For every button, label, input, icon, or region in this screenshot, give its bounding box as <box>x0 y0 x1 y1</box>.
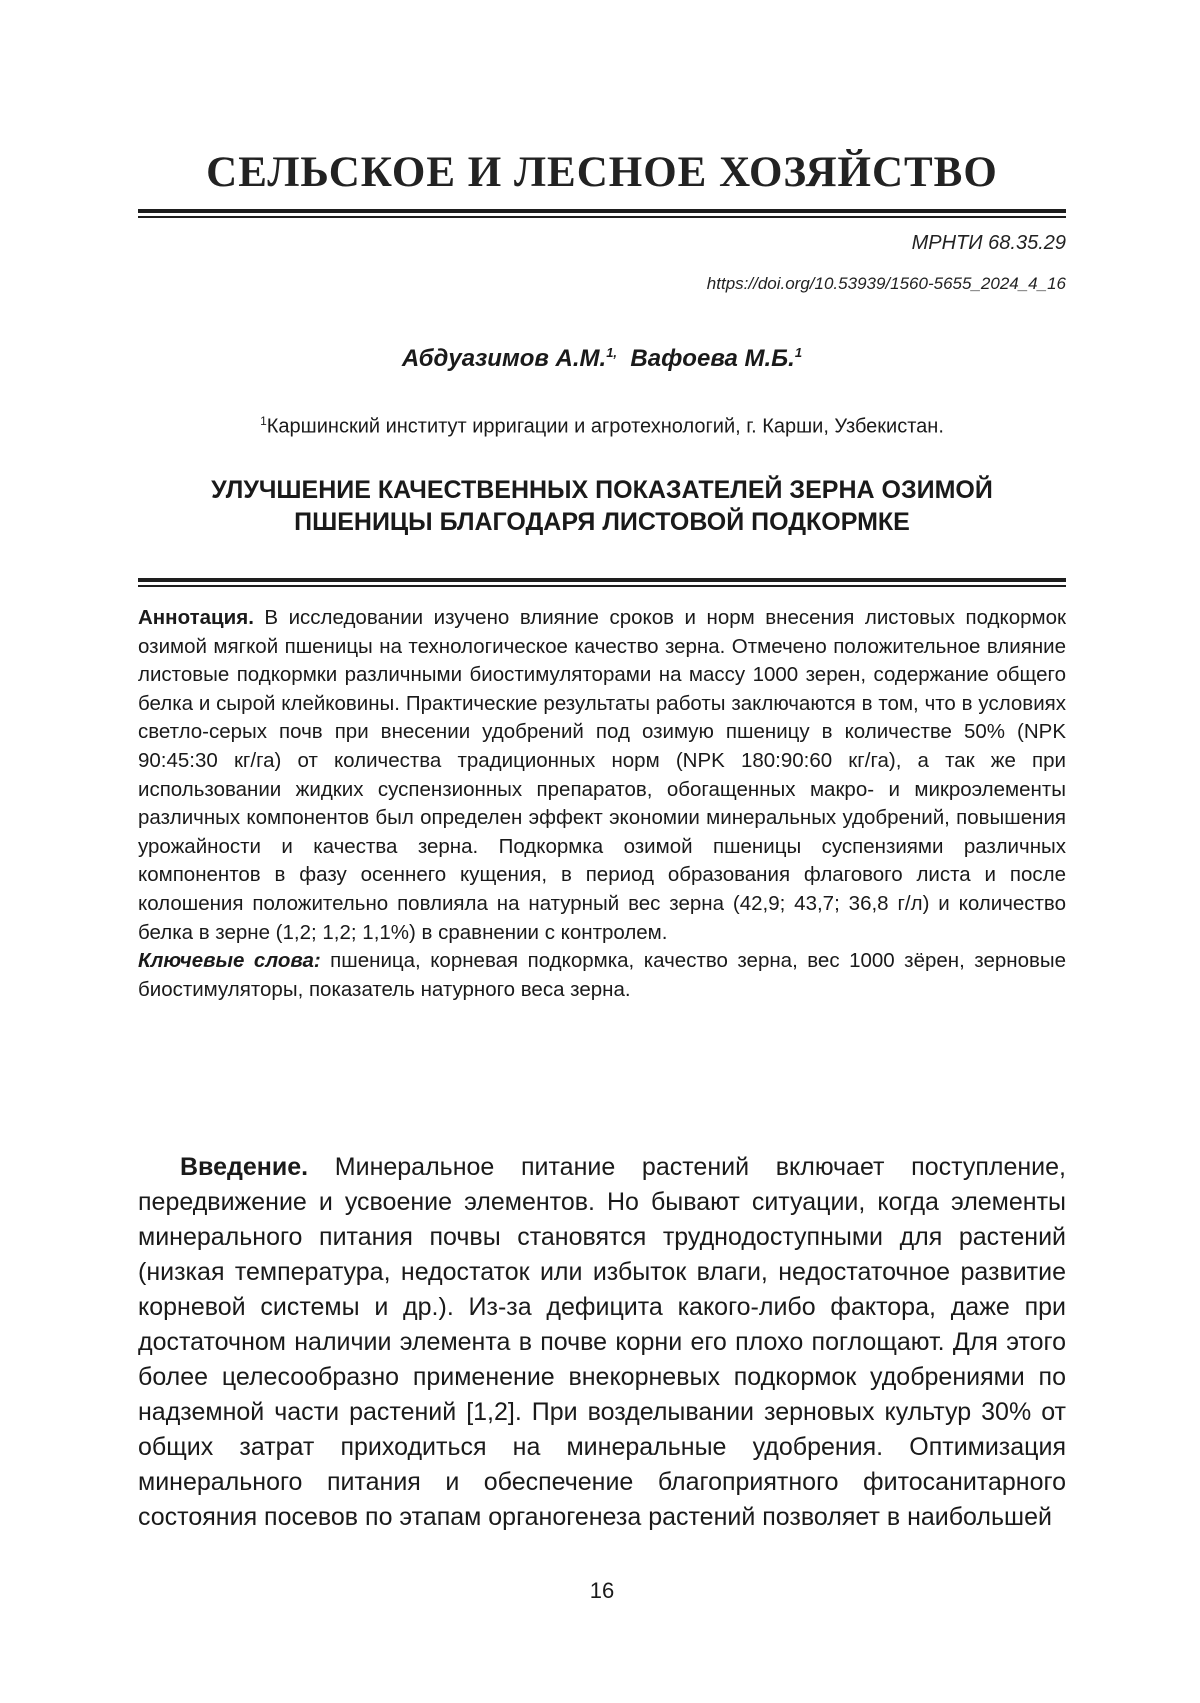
affiliation-text: Каршинский институт ирригации и агротехнологий, г. Карши, Узбекистан. <box>266 415 944 438</box>
mrnti-code: МРНТИ 68.35.29 <box>911 232 1066 254</box>
article-title-line: УЛУЧШЕНИЕ КАЧЕСТВЕННЫХ ПОКАЗАТЕЛЕЙ ЗЕРНА ОЗИМОЙ <box>211 476 993 504</box>
journal-section-title: СЕЛЬСКОЕ И ЛЕСНОЕ ХОЗЯЙСТВО <box>206 149 998 196</box>
paper-page <box>138 0 1066 1703</box>
page-number: 16 <box>589 1578 615 1603</box>
introduction-section <box>138 1150 1066 1535</box>
abstract-paragraph <box>138 604 1066 947</box>
header-rule-thin <box>138 216 1066 218</box>
title-rule-thick <box>138 578 1066 582</box>
title-rule <box>138 578 1066 588</box>
introduction-text: Минеральное питание растений включает поступление, передвижение и усвоение элементов. Но бывают ситуации, когда элементы минерального питания почвы становятся труднодоступными для растений (низкая температура, недостаток или избыток влаги, недостаточное развитие корневой системы и др.). Из-за дефицита какого-либо фактора, даже при достаточном наличии элемента в почве корни его плохо поглощают. Для этого более целесообразно применение внекорневых подкормок удобрениями по надземной части растений [1,2]. При возделывании зерновых культур 30% от общих затрат приходиться на минеральные удобрения. Оптимизация минерального питания и обеспечение благоприятного фитосанитарного состояния посевов по этапам органогенеза растений позволяет в наибольшей <box>138 1153 1066 1531</box>
introduction-paragraph <box>138 1150 1066 1535</box>
keywords-paragraph <box>138 947 1066 1004</box>
keywords-text: пшеница, корневая подкормка, качество зерна, вес 1000 зёрен, зерновые биостимуляторы, показатель натурного веса зерна. <box>138 949 1067 1001</box>
abstract-block <box>138 604 1066 1004</box>
affiliation <box>138 414 1066 439</box>
header-rule-thick <box>138 209 1066 213</box>
author-affil-mark: 1 <box>794 345 803 360</box>
keywords-label: Ключевые слова: <box>138 949 321 973</box>
affiliation-mark: 1 <box>260 414 267 428</box>
author-list <box>138 345 1066 373</box>
author-name: Абдуазимов А.М. <box>401 345 607 372</box>
author-name: Вафоева М.Б. <box>630 345 795 372</box>
abstract-text: В исследовании изучено влияние сроков и норм внесения листовых подкормок озимой мягкой пшеницы на технологическое качество зерна. Отмечено положительное влияние листовые подкормки различными биостимуляторами на массу 1000 зерен, содержание общего белка и сырой клейковины. Практические результаты работы заключаются в том, что в условиях светло-серых почв при внесении удобрений под озимую пшеницу в количестве 50% (NPK 90:45:30 кг/га) от количества традиционных норм (NPK 180:90:60 кг/га), а так же при использовании жидких суспензионных препаратов, обогащенных макро- и микроэлементы различных компонентов был определен эффект экономии минеральных удобрений, повышения урожайности и качества зерна. Подкормка озимой пшеницы суспензиями различных компонентов в фазу осеннего кущения, в период образования флагового листа и после колошения положительно повлияла на натурный вес зерна (42,9; 43,7; 36,8 г/л) и количество белка в зерне (1,2; 1,2; 1,1%) в сравнении с контролем. <box>138 606 1066 944</box>
title-rule-thin <box>138 585 1066 587</box>
author-affil-mark: 1, <box>606 345 618 360</box>
abstract-label: Аннотация. <box>138 606 254 629</box>
header-rule <box>138 209 1066 219</box>
introduction-label: Введение. <box>180 1153 309 1181</box>
article-title-line: ПШЕНИЦЫ БЛАГОДАРЯ ЛИСТОВОЙ ПОДКОРМКЕ <box>294 508 910 536</box>
doi-link[interactable]: https://doi.org/10.53939/1560-5655_2024_4_16 <box>706 274 1066 293</box>
article-title <box>138 474 1066 538</box>
